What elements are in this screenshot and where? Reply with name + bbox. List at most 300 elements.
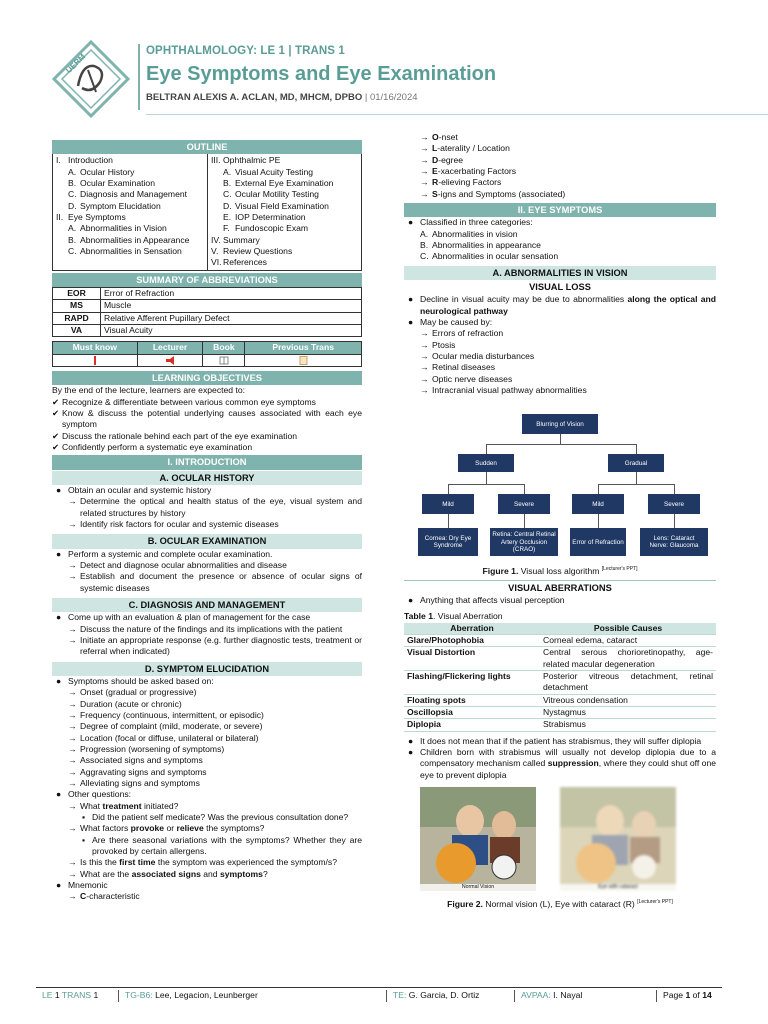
objectives-intro: By the end of the lecture, learners are expected to:	[52, 385, 245, 396]
mnemonic-list-right	[404, 132, 716, 200]
ocular-history-bullet: ● Obtain an ocular and systemic history	[56, 484, 212, 495]
footer-te: TE: G. Garcia, D. Ortiz	[386, 990, 479, 1002]
edge-severe1	[524, 484, 525, 494]
arrow-item	[68, 635, 362, 658]
arrow-item	[68, 733, 362, 744]
arrow-text: Aggravating signs and symptoms	[80, 766, 207, 777]
outline-sub-num: C.	[68, 246, 77, 257]
abbreviation-row	[53, 312, 362, 324]
categories-list	[404, 229, 716, 263]
page-footer	[36, 987, 722, 1001]
outline-subitem	[56, 201, 204, 212]
mnemonic-text	[432, 189, 565, 200]
arrow-text: Frequency (continuous, intermittent, or episodic)	[80, 709, 264, 720]
objective-text: Know & discuss the potential underlying causes associated with each eye symptom	[62, 407, 362, 430]
aberration-row	[404, 707, 716, 719]
outline-sub-label: Abnormalities in Sensation	[80, 246, 182, 257]
causes-list	[404, 328, 716, 396]
question-associated: → What are the associated signs and symptoms?	[68, 868, 268, 879]
header-divider	[138, 44, 140, 110]
outline-sub-label: Abnormalities in Vision	[80, 223, 167, 234]
outline-sub-label: Visual Acuity Testing	[235, 166, 314, 177]
normal-vision-image-icon	[420, 787, 536, 891]
edge-leaf3	[598, 514, 599, 528]
outline-item	[211, 235, 358, 246]
aberrations-bullet: ● Anything that affects visual perception	[408, 594, 565, 605]
visual-loss-bullet-1: ● Decline in visual acuity may be due to abnormalities along the optical and neurological pathway	[408, 294, 716, 316]
arrow-item	[420, 362, 716, 373]
outline-box	[52, 154, 362, 270]
arrow-text: Initiate an appropriate response (e.g. further diagnostic tests, treatment or referral when indicated)	[80, 634, 362, 657]
arrow-item	[420, 385, 716, 396]
category-letter: A.	[420, 228, 429, 239]
abbreviation-key: EOR	[53, 287, 101, 299]
abbreviations-table	[52, 287, 362, 337]
edge-severe2	[674, 484, 675, 494]
objective-item	[52, 431, 362, 442]
mnemonic-item	[420, 166, 716, 177]
arrow-icon: →	[68, 721, 77, 732]
arrow-icon: →	[420, 143, 429, 154]
arrow-text: Associated signs and symptoms	[80, 755, 203, 766]
mnemonic-rest: -characteristic	[86, 891, 140, 902]
legend-cell-lecturer	[137, 354, 203, 366]
mnemonic-text	[432, 143, 510, 154]
aberration-header: Aberration	[404, 623, 540, 635]
edge-gradual-down	[636, 472, 637, 484]
outline-subitem	[211, 189, 358, 200]
diagnosis-arrows	[52, 624, 362, 658]
mnemonic-letter: S	[432, 188, 438, 199]
node-sudden: Sudden	[458, 454, 514, 472]
category-item	[420, 251, 716, 262]
mnemonic-bullet: ● Mnemonic	[56, 880, 108, 890]
edge-sudden-down	[486, 472, 487, 484]
legend-icon-row	[53, 354, 362, 366]
header-rule	[146, 114, 768, 115]
outline-sub-num: E.	[223, 211, 232, 222]
mnemonic-item	[420, 155, 716, 166]
mnemonic-letter: D	[432, 154, 439, 165]
normal-vision-label: Normal Vision	[420, 884, 536, 891]
outline-subitem	[211, 212, 358, 223]
outline-left-column	[53, 154, 207, 269]
edge-level1	[486, 444, 636, 445]
outline-num: IV.	[211, 234, 221, 245]
arrow-icon: →	[68, 709, 77, 720]
objective-text: Discuss the rationale behind each part of the eye examination	[62, 430, 298, 441]
mnemonic-text	[432, 166, 516, 177]
outline-sub-label: Symptom Elucidation	[80, 200, 161, 211]
outline-sub-num: B.	[68, 234, 77, 245]
abbreviation-key: MS	[53, 300, 101, 312]
author-line	[146, 92, 726, 105]
footer-tg: TG-B6: Lee, Legacion, Leunberger	[118, 990, 258, 1002]
outline-sub-num: A.	[223, 166, 232, 177]
abbreviations-header: SUMMARY OF ABBREVIATIONS	[52, 273, 362, 287]
symptom-elucidation-header: D. SYMPTOM ELUCIDATION	[52, 662, 362, 676]
outline-subitem	[211, 178, 358, 189]
objective-item	[52, 442, 362, 453]
outline-sub-label: Ocular History	[80, 166, 135, 177]
arrow-text: Establish and document the presence or absence of ocular signs of systemic diseases	[80, 571, 362, 593]
abbreviation-row	[53, 287, 362, 299]
abbreviation-value: Relative Afferent Pupillary Defect	[101, 312, 362, 324]
figure-2-caption: Figure 2. Normal vision (L), Eye with cataract (R) [Lecturer's PPT]	[447, 899, 673, 910]
objective-text: Confidently perform a systematic eye examination	[62, 442, 253, 453]
outline-label: Eye Symptoms	[68, 211, 126, 222]
aberration-name: Visual Distortion	[404, 647, 540, 671]
outline-sub-label: Abnormalities in Appearance	[80, 234, 190, 245]
arrow-item	[68, 687, 362, 698]
arrow-icon: →	[68, 755, 77, 766]
arrow-text: Discuss the nature of the findings and its implications with the patient	[80, 623, 343, 634]
abbreviation-value: Muscle	[101, 300, 362, 312]
category-item	[420, 229, 716, 240]
arrow-item	[68, 721, 362, 732]
outline-num: V.	[211, 246, 219, 257]
arrow-icon: →	[68, 891, 77, 902]
edge-mild2	[598, 484, 599, 494]
aberration-row	[404, 719, 716, 731]
outline-num: III.	[211, 155, 221, 166]
arrow-text: Detect and diagnose ocular abnormalities and disease	[80, 559, 287, 570]
mnemonic-rest: -egree	[438, 154, 464, 165]
abbreviation-key: VA	[53, 325, 101, 337]
mnemonic-letter: L	[432, 143, 438, 154]
ocular-exam-header: B. OCULAR EXAMINATION	[52, 534, 362, 548]
abbreviation-key: RAPD	[53, 312, 101, 324]
aberration-causes: Strabismus	[540, 719, 716, 731]
arrow-icon: →	[68, 518, 77, 529]
footer-avpaa: AVPAA: I. Nayal	[514, 990, 582, 1002]
arrow-icon: →	[420, 384, 429, 395]
edge-gradual-split	[598, 484, 674, 485]
legend-cell-previous-trans	[245, 354, 362, 366]
document-icon	[299, 356, 308, 365]
edge-leaf4	[674, 514, 675, 528]
outline-item	[211, 257, 358, 268]
outline-sub-num: C.	[223, 189, 232, 200]
megaphone-icon	[165, 356, 175, 365]
aberration-header: Possible Causes	[540, 623, 716, 635]
objectives-header: LEARNING OBJECTIVES	[52, 371, 362, 385]
arrow-item	[68, 624, 362, 635]
arrow-item	[68, 519, 362, 530]
diagnosis-header: C. DIAGNOSIS AND MANAGEMENT	[52, 598, 362, 612]
outline-subitem	[56, 178, 204, 189]
outline-sub-num: D.	[223, 200, 232, 211]
checkmark-icon: ✔	[52, 442, 60, 453]
vision-abnormalities-header: A. ABNORMALITIES IN VISION	[404, 266, 716, 280]
arrow-icon: →	[68, 732, 77, 743]
aberration-row	[404, 634, 716, 646]
edge-sudden	[486, 444, 487, 454]
vision-comparison-photos	[404, 787, 716, 897]
mnemonic-letter: R	[432, 177, 439, 188]
aberration-causes: Corneal edema, cataract	[540, 634, 716, 646]
cataract-vision-label: Eye with cataract	[560, 884, 676, 891]
mnemonic-text	[432, 155, 463, 166]
category-letter: C.	[420, 251, 429, 262]
mnemonic-letter: C	[80, 891, 87, 902]
arrow-text: Progression (worsening of symptoms)	[80, 743, 225, 754]
outline-label: Introduction	[68, 155, 113, 166]
aberration-name: Flashing/Flickering lights	[404, 671, 540, 695]
outline-right-column	[207, 154, 361, 269]
legend-header: Previous Trans	[245, 342, 362, 354]
node-dry-eye: Cornea: Dry Eye Syndrome	[418, 528, 478, 556]
ocular-history-header: A. OCULAR HISTORY	[52, 471, 362, 485]
outline-item	[56, 155, 204, 166]
page-title: Eye Symptoms and Eye Examination	[146, 63, 497, 86]
arrow-icon: →	[420, 328, 429, 339]
arrow-icon: →	[68, 777, 77, 788]
objective-text: Recognize & differentiate between various common eye symptoms	[62, 396, 316, 407]
mnemonic-item	[68, 891, 362, 902]
arrow-text: Intracranial visual pathway abnormalities	[432, 384, 587, 395]
outline-label: Ophthalmic PE	[223, 155, 281, 166]
arrow-icon: →	[420, 350, 429, 361]
outline-label: Review Questions	[223, 246, 293, 257]
legend-header: Book	[203, 342, 245, 354]
mnemonic-item	[420, 189, 716, 200]
arrow-item	[68, 767, 362, 778]
arrow-icon: →	[420, 177, 429, 188]
node-crao: Retina: Central Retinal Artery Occlusion (CRAO)	[490, 528, 558, 556]
ocular-exam-bullet: ● Perform a systemic and complete ocular examination.	[56, 548, 273, 559]
legend-cell-must-know	[53, 354, 138, 366]
mnemonic-item	[420, 132, 716, 143]
node-severe-sudden: Severe	[498, 494, 550, 514]
arrow-text: Errors of refraction	[432, 328, 504, 339]
arrow-text: Identify risk factors for ocular and systemic diseases	[80, 518, 279, 529]
outline-subitem	[211, 223, 358, 234]
mnemonic-rest: -aterality / Location	[437, 143, 510, 154]
abbreviation-value: Error of Refraction	[101, 287, 362, 299]
book-icon	[219, 356, 229, 365]
objectives-list	[52, 397, 362, 454]
header-text	[146, 44, 726, 104]
node-mild-gradual: Mild	[572, 494, 624, 514]
category-text: Abnormalities in appearance	[432, 240, 541, 251]
arrow-item	[68, 496, 362, 519]
visual-aberrations-heading: VISUAL ABERRATIONS	[404, 580, 716, 595]
node-mild-sudden: Mild	[422, 494, 474, 514]
arrow-icon: →	[420, 362, 429, 373]
category-item	[420, 240, 716, 251]
arrow-icon: →	[68, 698, 77, 709]
mnemonic-rest: -nset	[438, 132, 458, 142]
arrow-text: Duration (acute or chronic)	[80, 698, 182, 709]
arrow-icon: →	[420, 339, 429, 350]
arrow-text: Alleviating signs and symptoms	[80, 777, 200, 788]
strabismus-bullet-2: ● Children born with strabismus will usually not develop diplopia due to a compensatory mechanism called suppression, where they could shut off one eye to prevent diplopia	[408, 747, 716, 780]
arrow-icon: →	[68, 571, 77, 582]
mnemonic-letter: E	[432, 166, 438, 177]
outline-label: Summary	[223, 234, 260, 245]
node-severe-gradual: Severe	[648, 494, 700, 514]
checkmark-icon: ✔	[52, 396, 60, 407]
mnemonic-item	[420, 177, 716, 188]
question-treatment-sub: ▪ Did the patient self medicate? Was the previous consultation done?	[82, 811, 349, 822]
arrow-icon: →	[420, 132, 429, 142]
outline-header: OUTLINE	[52, 140, 362, 154]
edge-sudden-split	[448, 484, 524, 485]
cataract-vision-photo	[560, 787, 676, 891]
aberration-row	[404, 647, 716, 671]
outline-sub-num: B.	[223, 177, 232, 188]
outline-num: VI.	[211, 257, 222, 268]
arrow-icon: →	[420, 188, 429, 199]
outline-subitem	[56, 189, 204, 200]
arrow-icon: →	[68, 687, 77, 698]
strabismus-bullet-1: ● It does not mean that if the patient has strabismus, they will suffer diplopia	[408, 735, 702, 746]
mnemonic-text	[432, 177, 501, 188]
abbreviation-row	[53, 300, 362, 312]
mnemonic-item	[420, 143, 716, 154]
outline-sub-num: F.	[223, 223, 230, 234]
abbreviation-row	[53, 325, 362, 337]
mnemonic-text	[432, 132, 458, 143]
node-error-refraction: Error of Refraction	[570, 528, 626, 556]
outline-num: I.	[56, 155, 61, 166]
outline-subitem	[56, 167, 204, 178]
aberration-name: Oscillopsia	[404, 707, 540, 719]
outline-num: II.	[56, 211, 64, 222]
arrow-icon: →	[68, 496, 77, 507]
arrow-text: Onset (gradual or progressive)	[80, 687, 197, 698]
arrow-item	[68, 571, 362, 594]
outline-sub-num: D.	[68, 200, 77, 211]
outline-subitem	[211, 167, 358, 178]
aberration-name: Diplopia	[404, 719, 540, 731]
lecture-date: | 01/16/2024	[364, 91, 418, 103]
arrow-text: Ptosis	[432, 339, 456, 350]
objective-item	[52, 408, 362, 431]
arrow-icon: →	[420, 373, 429, 384]
edge-mild1	[448, 484, 449, 494]
arrow-item	[68, 755, 362, 766]
question-treatment: → What treatment initiated?	[68, 800, 179, 811]
eye-symptoms-header: II. EYE SYMPTOMS	[404, 203, 716, 217]
ocular-exam-arrows	[52, 560, 362, 594]
arrow-item	[68, 744, 362, 755]
uerm-logo-icon	[52, 40, 130, 118]
category-text: Abnormalities in ocular sensation	[432, 251, 559, 262]
figure-1-caption: Figure 1. Visual loss algorithm [Lecturer's PPT]	[482, 566, 638, 577]
arrow-icon: →	[68, 623, 77, 634]
edge-gradual	[636, 444, 637, 454]
visual-loss-heading: VISUAL LOSS	[529, 281, 591, 292]
leaf-cataract: Lens: Cataract	[653, 535, 695, 543]
arrow-item	[68, 699, 362, 710]
outline-subitem	[56, 246, 204, 257]
category-text: Abnormalities in vision	[432, 228, 518, 239]
diagnosis-bullet: ● Come up with an evaluation & plan of management for the case	[56, 612, 311, 623]
arrow-text: Optic nerve diseases	[432, 373, 513, 384]
arrow-item	[420, 328, 716, 339]
aberration-row	[404, 694, 716, 706]
outline-sub-num: B.	[68, 177, 77, 188]
outline-subitem	[56, 223, 204, 234]
outline-item	[56, 212, 204, 223]
outline-sub-label: Ocular Motility Testing	[235, 189, 319, 200]
symptom-bullet: ● Symptoms should be asked based on:	[56, 675, 214, 686]
header	[52, 40, 722, 120]
normal-vision-photo	[420, 787, 536, 891]
arrow-item	[68, 778, 362, 789]
arrow-text: Ocular media disturbances	[432, 350, 535, 361]
arrow-icon: →	[68, 743, 77, 754]
footer-lecture: LE 1 TRANS 1	[42, 990, 99, 1000]
cataract-vision-image-icon	[560, 787, 676, 891]
aberration-causes: Posterior vitreous detachment, retinal detachment	[540, 671, 716, 695]
must-know-marker-icon	[94, 356, 96, 365]
arrow-item	[420, 340, 716, 351]
arrow-item	[420, 374, 716, 385]
outline-subitem	[56, 235, 204, 246]
other-questions-bullet: ● Other questions:	[56, 789, 132, 800]
mnemonic-rest: -elieving Factors	[438, 177, 502, 188]
arrow-icon: →	[420, 154, 429, 165]
outline-sub-num: C.	[68, 189, 77, 200]
outline-sub-num: A.	[68, 223, 77, 234]
legend-table	[52, 341, 362, 367]
edge-leaf2	[524, 514, 525, 528]
question-provoke-sub: ▪ Are there seasonal variations with the symptoms? Whether they are provoked by certain allergens.	[82, 834, 362, 856]
mnemonic-list-left	[52, 891, 362, 902]
outline-subitem	[211, 201, 358, 212]
checkmark-icon: ✔	[52, 430, 60, 441]
table-1-caption: Table 1. Visual Aberration	[404, 611, 503, 622]
outline-sub-label: Ocular Examination	[80, 177, 155, 188]
categories-bullet: ● Classified in three categories:	[408, 217, 533, 228]
outline-sub-label: Fundoscopic Exam	[235, 223, 309, 234]
abbreviation-value: Visual Acuity	[101, 325, 362, 337]
arrow-icon: →	[68, 634, 77, 645]
arrow-icon: →	[68, 766, 77, 777]
aberration-causes: Vitreous condensation	[540, 694, 716, 706]
mnemonic-rest: -igns and Symptoms (associated)	[437, 188, 566, 199]
edge-leaf1	[448, 514, 449, 528]
aberration-header-row	[404, 623, 716, 635]
svg-text:UERM: UERM	[64, 52, 88, 76]
author-name: BELTRAN ALEXIS A. ACLAN, MD, MHCM, DPBO	[146, 91, 363, 103]
arrow-text: Degree of complaint (mild, moderate, or severe)	[80, 721, 263, 732]
outline-item	[211, 155, 358, 166]
arrow-item	[68, 710, 362, 721]
question-provoke: → What factors provoke or relieve the symptoms?	[68, 823, 265, 834]
aberration-row	[404, 671, 716, 695]
arrow-text: Determine the optical and health status of the eye, visual system and related structures by history	[80, 496, 362, 518]
arrow-text: Retinal diseases	[432, 362, 496, 373]
mnemonic-letter: O	[432, 132, 439, 142]
symptom-arrows	[52, 687, 362, 789]
outline-sub-num: A.	[68, 166, 77, 177]
aberration-causes: Central serous chorioretinopathy, age-related macular degeneration	[540, 647, 716, 671]
legend-header-row	[53, 342, 362, 354]
arrow-item	[420, 351, 716, 362]
category-letter: B.	[420, 240, 429, 251]
arrow-item	[68, 560, 362, 571]
course-label: OPHTHALMOLOGY: LE 1 | TRANS 1	[146, 45, 345, 57]
arrow-icon: →	[68, 559, 77, 570]
visual-loss-algorithm	[404, 402, 716, 564]
footer-page-number: Page 1 of 14	[656, 990, 712, 1002]
left-column	[52, 138, 362, 903]
edge-root	[560, 434, 561, 444]
